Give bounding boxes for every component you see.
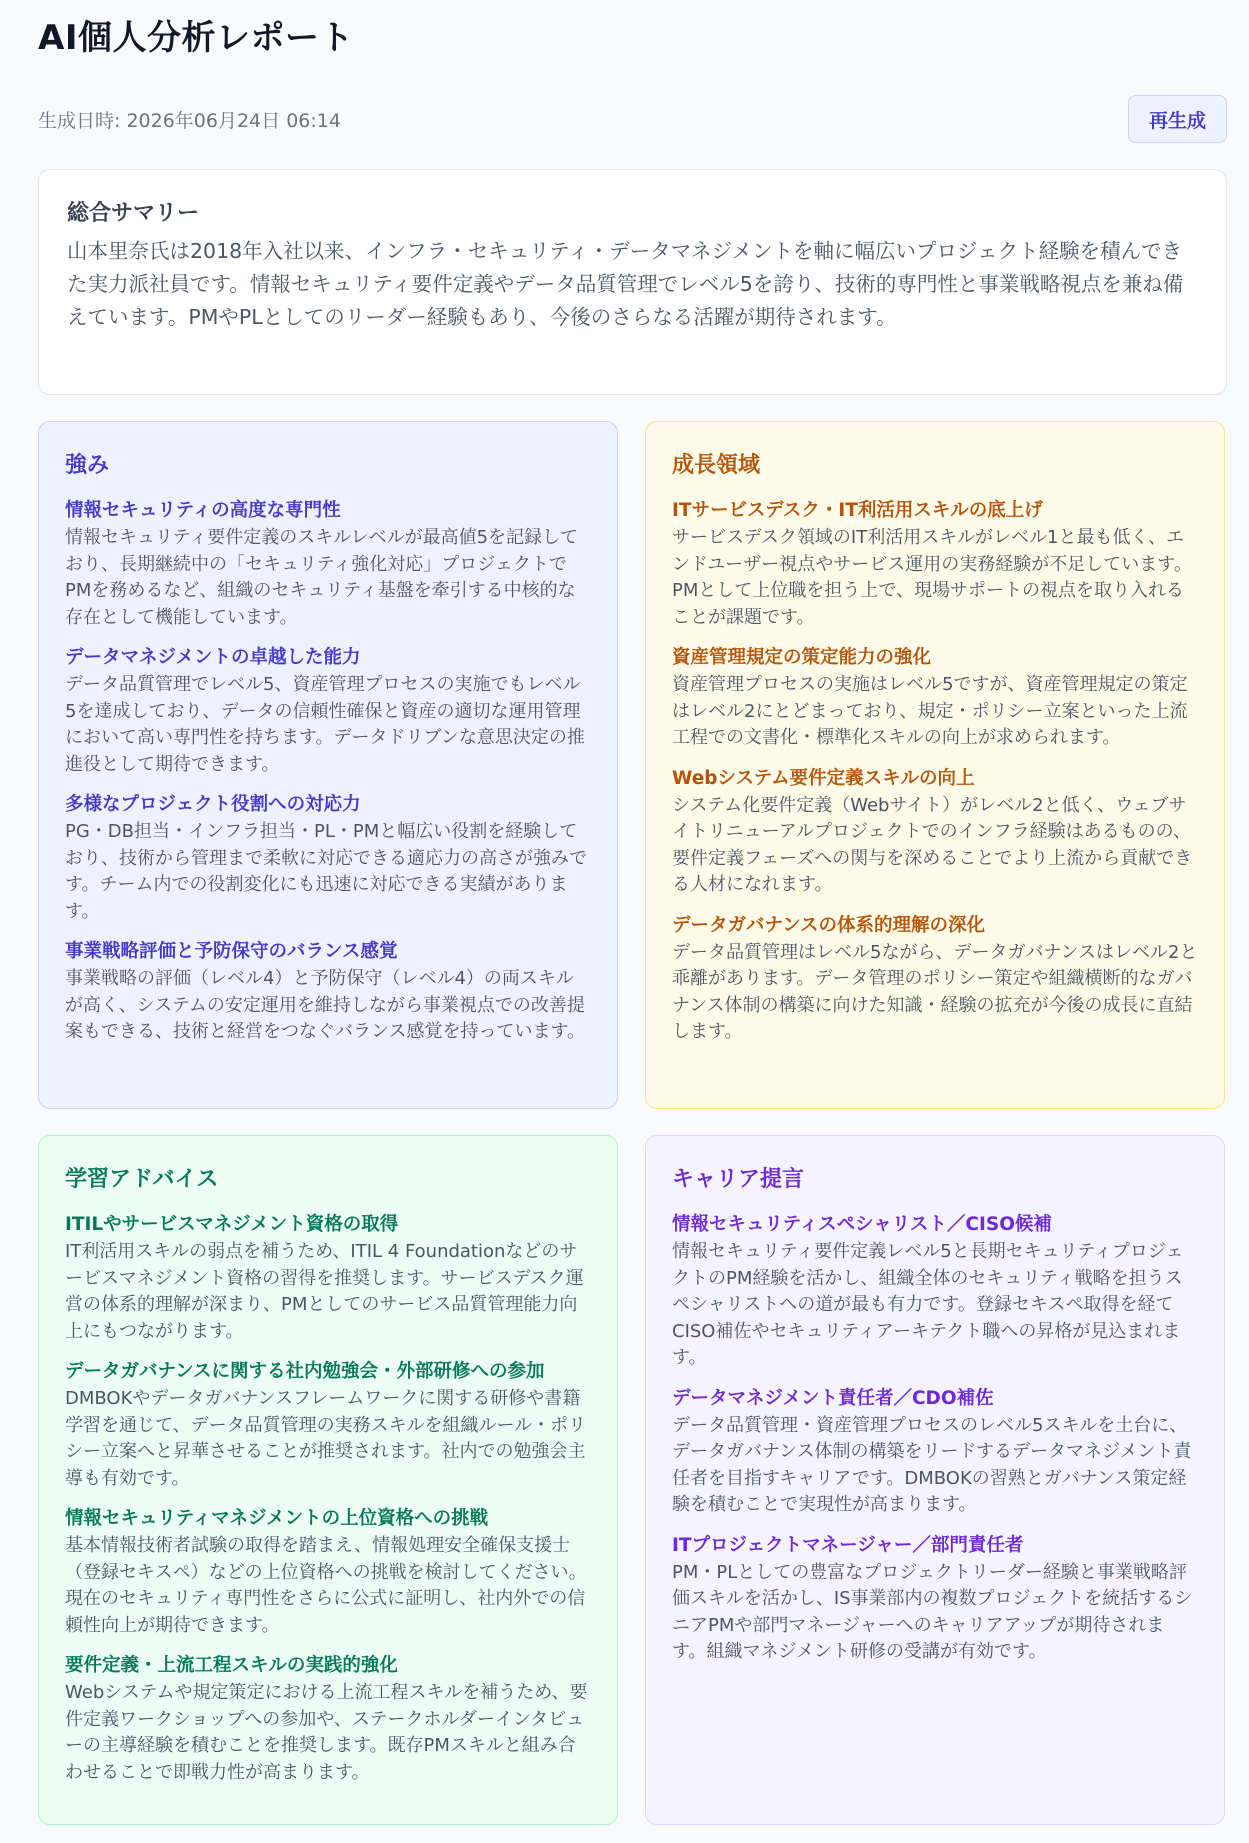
growth-item [672, 644, 1198, 752]
summary-text: 山本里奈氏は2018年入社以来、インフラ・セキュリティ・データマネジメントを軸に幅広いプロジェクト経験を積んできた実力派社員です。情報セキュリティ要件定義やデータ品質管理でレベル5を誇り、技術的専門性と事業戦略視点を兼ね備えています。PMやPLとしてのリーダー経験もあり、今後のさらなる活躍が期待されます。 [67, 239, 1184, 329]
learning-item-body: IT利活用スキルの弱点を補うため、ITIL 4 Foundationなどのサービスマネジメント資格の習得を推奨します。サービスデスク運営の体系的理解が深まり、PMとしてのサービス品質管理能力向上にもつながります。 [65, 1241, 584, 1342]
strength-item-title: 事業戦略評価と予防保守のバランス感覚 [65, 941, 398, 962]
career-item-body: PM・PLとしての豊富なプロジェクトリーダー経験と事業戦略評価スキルを活かし、IS事業部内の複数プロジェクトを統括するシニアPMや部門マネージャーへのキャリアアップが期待されます。組織マネジメント研修の受講が有効です。 [672, 1561, 1193, 1662]
learning-item [65, 1211, 591, 1345]
strength-item [65, 938, 591, 1046]
learning-card [38, 1135, 618, 1825]
growth-card [645, 421, 1225, 1109]
growth-item-title: 資産管理規定の策定能力の強化 [672, 647, 932, 668]
strength-item-title: 多様なプロジェクト役割への対応力 [65, 794, 361, 815]
growth-item-body: サービスデスク領域のIT利活用スキルがレベル1と最も低く、エンドユーザー視点やサービス運用の実務経験が不足しています。PMとして上位職を担う上で、現場サポートの視点を取り入れることが課題です。 [672, 527, 1192, 628]
career-item-body: データ品質管理・資産管理プロセスのレベル5スキルを土台に、データガバナンス体制の構築をリードするデータマネジメント責任者を目指すキャリアです。DMBOKの習熟とガバナンス策定経験を積むことで実現性が高まります。 [672, 1414, 1192, 1515]
career-item [672, 1211, 1198, 1372]
summary-card [38, 169, 1227, 395]
learning-item-body: 基本情報技術者試験の取得を踏まえ、情報処理安全確保支援士（登録セキスペ）などの上位資格への挑戦を検討してください。現在のセキュリティ専門性をさらに公式に証明し、社内外での信頼性向上が期待できます。 [65, 1535, 587, 1636]
page-title: AI個人分析レポート [38, 18, 354, 58]
strength-item [65, 791, 591, 925]
growth-item [672, 912, 1198, 1046]
strength-item [65, 497, 591, 631]
career-card [645, 1135, 1225, 1825]
career-item-title: ITプロジェクトマネージャー／部門責任者 [672, 1534, 1024, 1556]
strength-item-body: 情報セキュリティ要件定義のスキルレベルが最高値5を記録しており、長期継続中の「セキュリティ強化対応」プロジェクトでPMを務めるなど、組織のセキュリティ基盤を牽引する中核的な存在として機能しています。 [65, 527, 579, 628]
learning-item [65, 1358, 591, 1492]
summary-heading: 総合サマリー [67, 201, 200, 226]
growth-item-title: データガバナンスの体系的理解の深化 [672, 914, 986, 936]
career-heading: キャリア提言 [672, 1167, 805, 1192]
learning-heading: 学習アドバイス [65, 1167, 219, 1192]
strength-item-title: データマネジメントの卓越した能力 [65, 647, 361, 668]
career-item-title: データマネジメント責任者／CDO補佐 [672, 1387, 994, 1409]
regenerate-button[interactable]: 再生成 [1128, 95, 1227, 143]
learning-item [65, 1505, 591, 1639]
growth-item-body: 資産管理プロセスの実施はレベル5ですが、資産管理規定の策定はレベル2にとどまっており、規定・ポリシー立案といった上流工程での文書化・標準化スキルの向上が求められます。 [672, 674, 1188, 748]
growth-item [672, 497, 1198, 631]
strength-item-body: 事業戦略の評価（レベル4）と予防保守（レベル4）の両スキルが高く、システムの安定運用を維持しながら事業視点での改善提案もできる、技術と経営をつなぐバランス感覚を持っています。 [65, 968, 586, 1042]
generated-timestamp: 生成日時: 2026年06月24日 06:14 [38, 109, 341, 132]
growth-heading: 成長領域 [672, 453, 761, 478]
strength-item-body: データ品質管理でレベル5、資産管理プロセスの実施でもレベル5を達成しており、データの信頼性確保と資産の適切な運用管理において高い専門性を持ちます。データドリブンな意思決定の推進役として期待できます。 [65, 674, 585, 775]
strength-item-body: PG・DB担当・インフラ担当・PL・PMと幅広い役割を経験しており、技術から管理まで柔軟に対応できる適応力の高さが強みです。チーム内での役割変化にも迅速に対応できる実績があります。 [65, 821, 587, 922]
growth-item-title: Webシステム要件定義スキルの向上 [672, 767, 975, 789]
learning-item-title: 要件定義・上流工程スキルの実践的強化 [65, 1655, 398, 1676]
learning-item-body: Webシステムや規定策定における上流工程スキルを補うため、要件定義ワークショップへの参加や、ステークホルダーインタビューの主導経験を積むことを推奨します。既存PMスキルと組み合わせることで即戦力性が高まります。 [65, 1682, 588, 1783]
learning-item [65, 1652, 591, 1786]
learning-item-title: ITILやサービスマネジメント資格の取得 [65, 1214, 399, 1235]
learning-item-title: 情報セキュリティマネジメントの上位資格への挑戦 [65, 1508, 489, 1529]
growth-item [672, 765, 1198, 899]
strengths-heading: 強み [65, 453, 110, 478]
growth-item-body: データ品質管理はレベル5ながら、データガバナンスはレベル2と乖離があります。データ管理のポリシー策定や組織横断的なガバナンス体制の構築に向けた知識・経験の拡充が今後の成長に直結します。 [672, 941, 1198, 1042]
growth-item-title: ITサービスデスク・IT利活用スキルの底上げ [672, 500, 1043, 521]
learning-item-title: データガバナンスに関する社内勉強会・外部研修への参加 [65, 1361, 545, 1382]
learning-item-body: DMBOKやデータガバナンスフレームワークに関する研修や書籍学習を通じて、データ品質管理の実務スキルを組織ルール・ポリシー立案へと昇華させることが推奨されます。社内での勉強会主導も有効です。 [65, 1388, 587, 1489]
strength-item-title: 情報セキュリティの高度な専門性 [65, 500, 341, 521]
career-item [672, 1532, 1198, 1666]
career-item-body: 情報セキュリティ要件定義レベル5と長期セキュリティプロジェクトのPM経験を活かし、組織全体のセキュリティ戦略を担うスペシャリストへの道が最も有力です。登録セキスペ取得を経てCISO補佐やセキュリティアーキテクト職への昇格が見込まれます。 [672, 1241, 1184, 1368]
strengths-card [38, 421, 618, 1109]
growth-item-body: システム化要件定義（Webサイト）がレベル2と低く、ウェブサイトリニューアルプロジェクトでのインフラ経験はあるものの、要件定義フェーズへの関与を深めることでより上流から貢献できる人材になれます。 [672, 794, 1193, 895]
career-item-title: 情報セキュリティスペシャリスト／CISO候補 [672, 1214, 1052, 1235]
meta-row [38, 95, 1227, 143]
strength-item [65, 644, 591, 778]
career-item [672, 1385, 1198, 1519]
